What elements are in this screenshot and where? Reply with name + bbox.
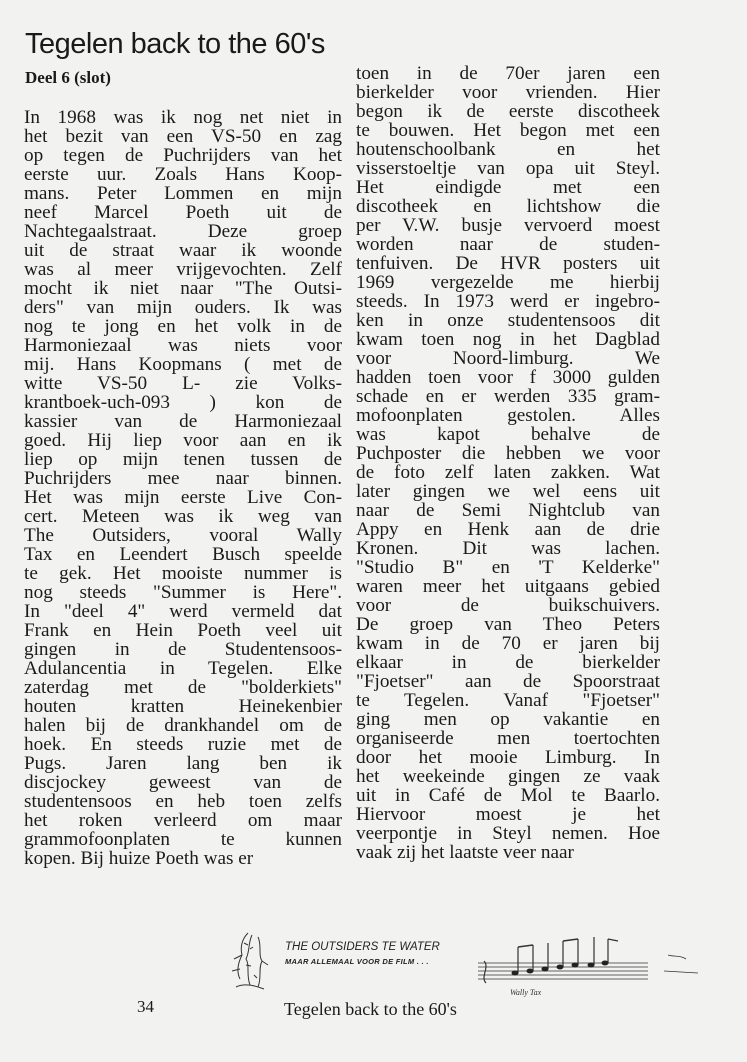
text-line: mij. Hans Koopmans ( met de bbox=[24, 355, 342, 374]
text-line: bierkelder voor vrienden. Hier bbox=[356, 83, 660, 102]
text-line: naar de Semi Nightclub van bbox=[356, 501, 660, 520]
text-line: hoek. En steeds ruzie met de bbox=[24, 735, 342, 754]
text-line: was al meer vrijgevochten. Zelf bbox=[24, 260, 342, 279]
text-line: Tax en Leendert Busch speelde bbox=[24, 545, 342, 564]
figure-sketch bbox=[232, 933, 268, 989]
text-line: worden naar de studen- bbox=[356, 235, 660, 254]
text-line: krantboek-uch-093 ) kon de bbox=[24, 393, 342, 412]
text-line: veerpontje in Steyl nemen. Hoe bbox=[356, 824, 660, 843]
text-line: Harmoniezaal was niets voor bbox=[24, 336, 342, 355]
text-line: liep op mijn tenen tussen de bbox=[24, 450, 342, 469]
text-line: discotheek en lichtshow die bbox=[356, 197, 660, 216]
text-line: het roken verleerd om maar bbox=[24, 811, 342, 830]
text-line: op tegen de Puchrijders van het bbox=[24, 146, 342, 165]
text-line: later gingen we wel eens uit bbox=[356, 482, 660, 501]
text-line: voor de buikschuivers. bbox=[356, 596, 660, 615]
text-line: voor Noord-limburg. We bbox=[356, 349, 660, 368]
text-line: tenfuiven. De HVR posters uit bbox=[356, 254, 660, 273]
text-line: Het was mijn eerste Live Con- bbox=[24, 488, 342, 507]
text-line: kassier van de Harmoniezaal bbox=[24, 412, 342, 431]
text-line: organiseerde men toertochten bbox=[356, 729, 660, 748]
text-line: eerste uur. Zoals Hans Koop- bbox=[24, 165, 342, 184]
text-line: Frank en Hein Poeth veel uit bbox=[24, 621, 342, 640]
text-line: The Outsiders, vooral Wally bbox=[24, 526, 342, 545]
text-line: Het eindigde met een bbox=[356, 178, 660, 197]
page-number: 34 bbox=[137, 997, 154, 1016]
text-line: "Fjoetser" aan de Spoorstraat bbox=[356, 672, 660, 691]
text-line: ken in onze studentensoos dit bbox=[356, 311, 660, 330]
text-line: te Tegelen. Vanaf "Fjoetser" bbox=[356, 691, 660, 710]
text-line: neef Marcel Poeth uit de bbox=[24, 203, 342, 222]
text-line: studentensoos en heb toen zelfs bbox=[24, 792, 342, 811]
text-line: uit de straat waar ik woonde bbox=[24, 241, 342, 260]
text-line: uit in Café de Mol te Baarlo. bbox=[356, 786, 660, 805]
text-line: houten kratten Heinekenbier bbox=[24, 697, 342, 716]
photo-caption-subtitle: MAAR ALLEMAAL VOOR DE FILM . . . bbox=[285, 957, 429, 966]
text-line: hadden toen voor f 3000 gulden bbox=[356, 368, 660, 387]
text-line: halen bij de drankhandel om de bbox=[24, 716, 342, 735]
text-line: nog te jong en het volk in de bbox=[24, 317, 342, 336]
text-line: schade en er werden 335 gram- bbox=[356, 387, 660, 406]
text-line: gingen in de Studentensoos- bbox=[24, 640, 342, 659]
text-line: te bouwen. Het begon met een bbox=[356, 121, 660, 140]
text-line: het bezit van een VS-50 en zag bbox=[24, 127, 342, 146]
text-line: De groep van Theo Peters bbox=[356, 615, 660, 634]
text-line: ders" van mijn ouders. Ik was bbox=[24, 298, 342, 317]
text-line: In 1968 was ik nog net niet in bbox=[24, 108, 342, 127]
signature-text: Wally Tax bbox=[510, 988, 542, 997]
text-line: door het mooie Limburg. In bbox=[356, 748, 660, 767]
text-line: Pugs. Jaren lang ben ik bbox=[24, 754, 342, 773]
text-line: ging men op vakantie en bbox=[356, 710, 660, 729]
text-line: mocht ik niet naar "The Outsi- bbox=[24, 279, 342, 298]
photo-caption-title: THE OUTSIDERS TE WATER bbox=[285, 941, 440, 953]
text-line: "Studio B" en 'T Kelderke" bbox=[356, 558, 660, 577]
text-line: steeds. In 1973 werd er ingebro- bbox=[356, 292, 660, 311]
text-line: Appy en Henk aan de drie bbox=[356, 520, 660, 539]
text-line: witte VS-50 L- zie Volks- bbox=[24, 374, 342, 393]
text-line: visserstoeltje van opa uit Steyl. bbox=[356, 159, 660, 178]
text-line: grammofoonplaten te kunnen bbox=[24, 830, 342, 849]
text-line: Hiervoor moest je het bbox=[356, 805, 660, 824]
text-line: cert. Meteen was ik weg van bbox=[24, 507, 342, 526]
text-line: Puchposter die hebben we voor bbox=[356, 444, 660, 463]
text-line: begon ik de eerste discotheek bbox=[356, 102, 660, 121]
text-line: Kronen. Dit was lachen. bbox=[356, 539, 660, 558]
text-line: nog steeds "Summer is Here". bbox=[24, 583, 342, 602]
text-line: kopen. Bij huize Poeth was er bbox=[24, 849, 254, 868]
text-line: het weekeinde gingen ze vaak bbox=[356, 767, 660, 786]
text-line: Puchrijders mee naar binnen. bbox=[24, 469, 342, 488]
text-line: was kapot behalve de bbox=[356, 425, 660, 444]
text-line: toen in de 70er jaren een bbox=[356, 64, 660, 83]
text-line: zaterdag met de "bolderkiets" bbox=[24, 678, 342, 697]
text-line: mans. Peter Lommen en mijn bbox=[24, 184, 342, 203]
text-line: houtenschoolbank en het bbox=[356, 140, 660, 159]
article-subtitle: Deel 6 (slot) bbox=[25, 68, 111, 87]
text-line: mofoonplaten gestolen. Alles bbox=[356, 406, 660, 425]
music-staff bbox=[478, 937, 698, 983]
text-line: de foto zelf laten zakken. Wat bbox=[356, 463, 660, 482]
text-line: kwam in de 70 er jaren bij bbox=[356, 634, 660, 653]
left-text-column bbox=[24, 108, 342, 868]
text-line: Nachtegaalstraat. Deze groep bbox=[24, 222, 342, 241]
text-line: per V.W. busje vervoerd moest bbox=[356, 216, 660, 235]
text-line: elkaar in de bierkelder bbox=[356, 653, 660, 672]
text-line: discjockey geweest van de bbox=[24, 773, 342, 792]
text-line: kwam toen nog in het Dagblad bbox=[356, 330, 660, 349]
right-text-column bbox=[356, 64, 660, 862]
text-line: In "deel 4" werd vermeld dat bbox=[24, 602, 342, 621]
text-line: waren meer het uitgaans gebied bbox=[356, 577, 660, 596]
text-line: te gek. Het mooiste nummer is bbox=[24, 564, 342, 583]
text-line: goed. Hij liep voor aan en ik bbox=[24, 431, 342, 450]
running-footer-title: Tegelen back to the 60's bbox=[284, 999, 457, 1019]
text-line: vaak zij het laatste veer naar bbox=[356, 843, 574, 862]
text-line: 1969 vergezelde me hierbij bbox=[356, 273, 660, 292]
page-title: Tegelen back to the 60's bbox=[25, 28, 325, 60]
text-line: Adulancentia in Tegelen. Elke bbox=[24, 659, 342, 678]
